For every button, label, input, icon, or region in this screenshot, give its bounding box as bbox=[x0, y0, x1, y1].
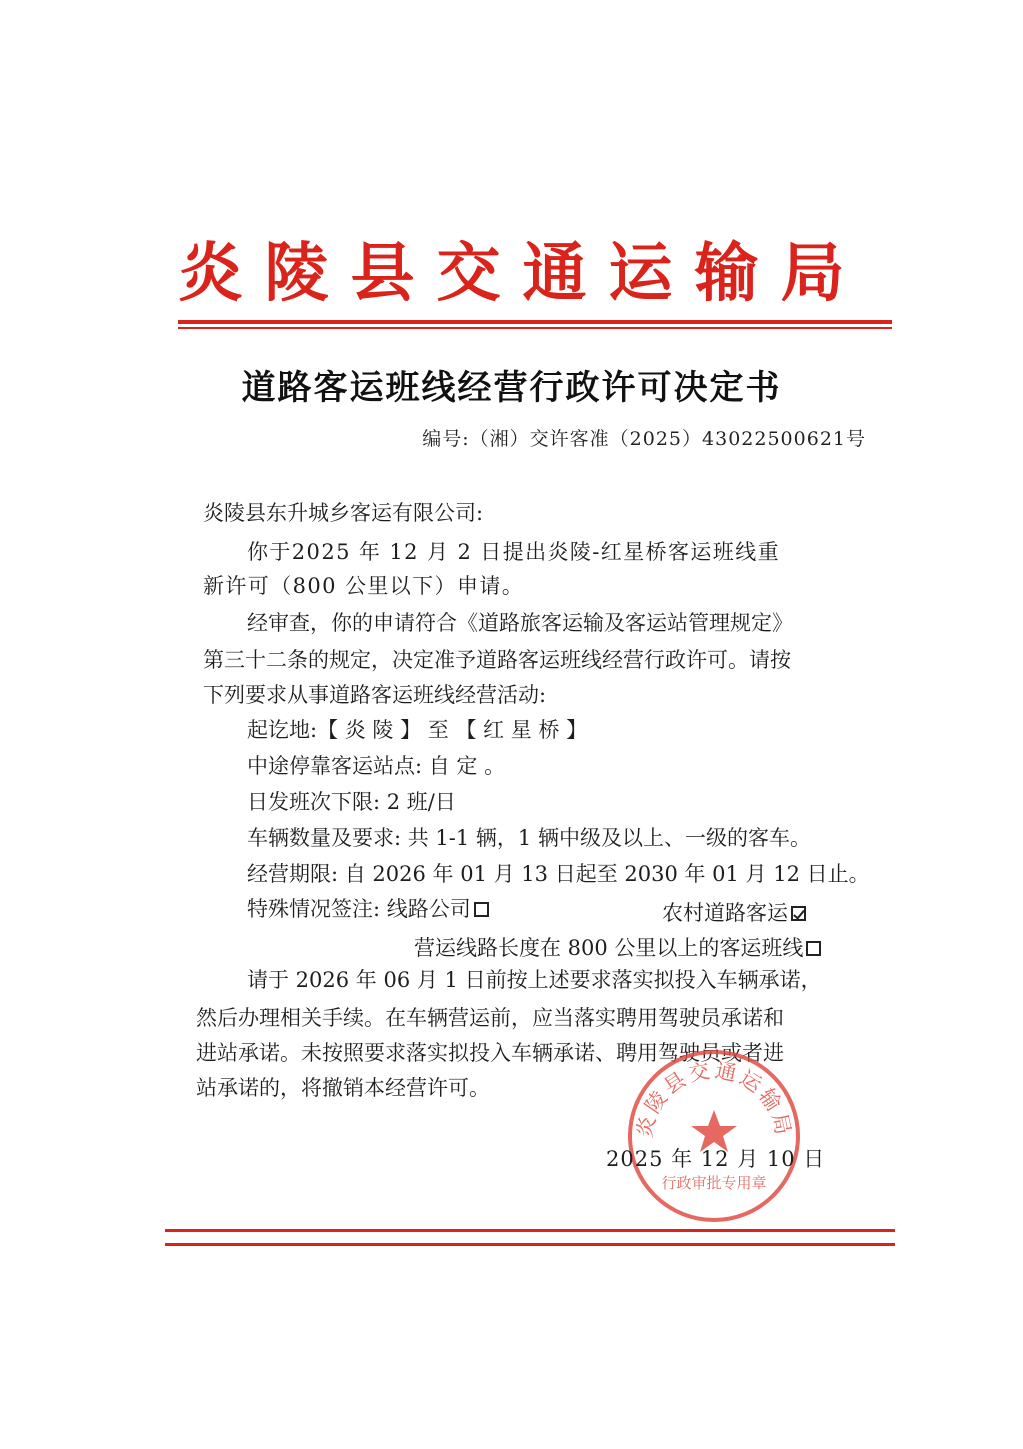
paragraph-2-line-1: 经审查，你的申请符合《道路旅客运输及客运站管理规定》 bbox=[247, 611, 793, 635]
route-company-checkbox[interactable] bbox=[474, 902, 489, 917]
rural-road-option: 农村道路客运 bbox=[662, 901, 788, 925]
footer-rule-thick bbox=[165, 1229, 895, 1232]
special-notes-row bbox=[247, 893, 489, 923]
paragraph-3-line-2: 然后办理相关手续。在车辆营运前，应当落实聘用驾驶员承诺和 bbox=[196, 1006, 784, 1030]
footer-rule-thin bbox=[165, 1243, 895, 1246]
rural-road-row bbox=[662, 897, 806, 927]
seal-outer-text: 炎陵县交通运输局 bbox=[632, 1058, 796, 1140]
route-company-option: 线路公司 bbox=[386, 897, 471, 921]
paragraph-2-line-2: 第三十二条的规定，决定准予道路客运班线经营行政许可。请按 bbox=[203, 648, 791, 672]
seal-inner-text: 行政审批专用章 bbox=[661, 1174, 767, 1192]
paragraph-3-line-1: 请于 2026 年 06 月 1 日前按上述要求落实拟投入车辆承诺， bbox=[247, 968, 822, 992]
paragraph-3-line-4: 站承诺的，将撤销本经营许可。 bbox=[196, 1076, 490, 1100]
paragraph-1-line-1: 你于2025 年 12 月 2 日提出炎陵-红星桥客运班线重 bbox=[247, 540, 780, 564]
special-notes-label: 特殊情况签注: bbox=[247, 897, 387, 921]
addressee: 炎陵县东升城乡客运有限公司: bbox=[203, 501, 484, 525]
header-rule-thick bbox=[178, 320, 892, 324]
route-endpoints: 起讫地:【 炎 陵 】 至 【 红 星 桥 】 bbox=[247, 718, 588, 742]
intermediate-stops: 中途停靠客运站点: 自 定 。 bbox=[247, 754, 506, 778]
paragraph-3-line-3: 进站承诺。未按照要求落实拟投入车辆承诺、聘用驾驶员或者进 bbox=[196, 1041, 784, 1065]
issue-date: 2025 年 12 月 10 日 bbox=[606, 1147, 826, 1171]
document-title: 道路客运班线经营行政许可决定书 bbox=[241, 368, 782, 408]
agency-header: 炎陵县交通运输局 bbox=[178, 236, 867, 311]
document-number: 编号:（湘）交许客准（2025）43022500621号 bbox=[422, 428, 866, 450]
paragraph-2-line-3: 下列要求从事道路客运班线经营活动: bbox=[203, 683, 547, 707]
vehicle-requirements: 车辆数量及要求: 共 1-1 辆，1 辆中级及以上、一级的客车。 bbox=[247, 826, 811, 850]
header-rule-thin bbox=[178, 327, 892, 329]
daily-trips-minimum: 日发班次下限: 2 班/日 bbox=[247, 790, 456, 814]
long-route-row bbox=[414, 932, 821, 962]
long-route-checkbox[interactable] bbox=[806, 941, 821, 956]
paragraph-1-line-2: 新许可（800 公里以下）申请。 bbox=[203, 574, 525, 598]
official-seal bbox=[626, 1048, 802, 1224]
rural-road-checkbox[interactable] bbox=[791, 906, 806, 921]
operating-period: 经营期限: 自 2026 年 01 月 13 日起至 2030 年 01 月 12 日止。 bbox=[247, 862, 870, 886]
long-route-option: 营运线路长度在 800 公里以上的客运班线 bbox=[414, 936, 804, 960]
